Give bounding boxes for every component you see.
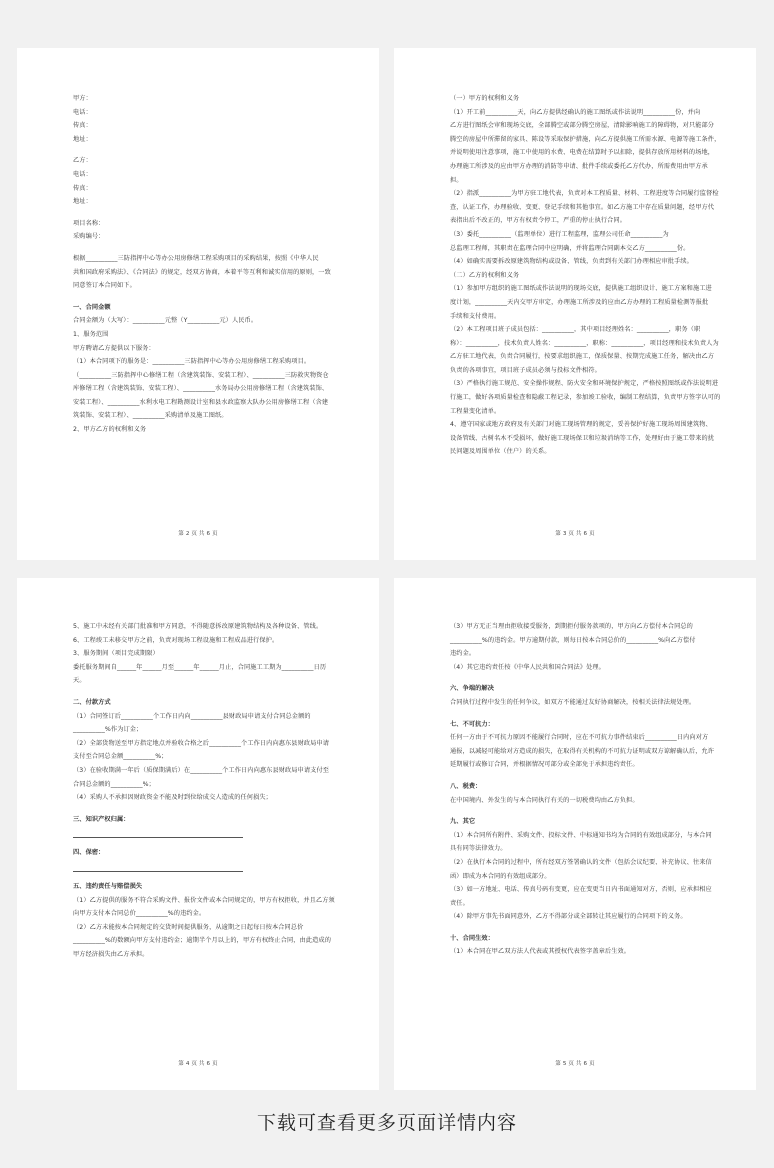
- text-line: 同意签订本合同如下。: [73, 282, 136, 290]
- text-line: 向甲方支付本合同总价__________%的违约金。: [73, 910, 206, 918]
- paragraph-gap: [73, 872, 345, 880]
- document-page-3: [394, 48, 756, 560]
- section-heading: 二、付款方式: [73, 698, 111, 706]
- text-line: 电话：: [73, 108, 92, 116]
- text-line: 乙方驻工地代表，负责合同履行，按要求组织施工，保质保量、按期完成施工任务，解决由乙方: [450, 353, 715, 361]
- download-banner-text[interactable]: 下载可查看更多页面详情内容: [256, 1112, 517, 1134]
- text-line: 担。: [450, 176, 463, 184]
- text-line: 4、遵守国家或地方政府及有关部门对施工现场管理的规定，妥善保护好施工现场周围建筑物、: [450, 421, 712, 429]
- text-line: （3）在验收期满一年后（质保期满后）在__________个工作日内向惠东县财政局申请支付至: [73, 766, 330, 774]
- text-line: 天。: [73, 677, 86, 685]
- text-line: 设备管线、古树名木不受损坏，做好施工现场保卫和垃圾消纳等工作，处理好由于施工带来的扰: [450, 434, 715, 442]
- paragraph-gap: [73, 146, 345, 154]
- text-line: 通报，以减轻可能给对方造成的损失，在取得有关机构的不可抗力证明或双方谅解确认后，允许: [450, 747, 715, 755]
- text-line: 在中国境内、外发生的与本合同执行有关的一切税费均由乙方负担。: [450, 796, 639, 804]
- text-line: 甲方经济损失由乙方承担。: [73, 950, 149, 958]
- page-footer: 第 5 页 共 6 页: [555, 1061, 595, 1068]
- document-page-4: [17, 578, 379, 1090]
- text-line: （3）严格执行施工规范、安全操作规程、防火安全和环境保护规定，严格按照图纸或作法说明进: [450, 380, 719, 388]
- text-line: 传真：: [73, 122, 92, 130]
- paragraph-gap: [73, 293, 345, 301]
- section-heading: 六、争端的解决: [450, 685, 495, 693]
- text-line: 3、服务期间（项目完成期限）: [73, 650, 159, 658]
- paragraph-gap: [73, 688, 345, 696]
- section-heading: 三、知识产权归属：: [73, 815, 130, 823]
- text-line: （2）全部货物送至甲方指定地点并验收合格之后__________个工作日内向惠东县财政局申请: [73, 739, 330, 747]
- text-line: （2）在执行本合同的过程中，所有经双方签署确认的文件（包括会议纪要、补充协议、往来信: [450, 858, 712, 866]
- text-line: 乙方进行图纸会审和现场交底，全部腾空或部分腾空房屋，清除影响施工的障碍物，对只能部分: [450, 122, 715, 130]
- section-heading: 十、合同生效：: [450, 934, 495, 942]
- text-line: （2）本工程项目班子成员包括：__________，其中项目经理姓名：__________，职务（职: [450, 326, 701, 334]
- text-line: 地址：: [73, 135, 92, 143]
- text-line: 筑装饰、安装工程）、__________采购清单及施工图纸。: [73, 412, 228, 420]
- page-footer: 第 3 页 共 6 页: [555, 531, 595, 538]
- text-line: 库修缮工程（含建筑装饰、安装工程）、__________水务局办公用房修缮工程（含建筑装饰、: [73, 385, 329, 393]
- blank-fill-line: [73, 828, 243, 838]
- text-line: 负责的各项事宜，项目班子成员必须与投标文件相符。: [450, 366, 601, 374]
- text-line: （1）开工前__________天，向乙方提供经确认的施工图纸或作法说明__________份，并向: [450, 108, 701, 116]
- paragraph-gap: [450, 807, 722, 815]
- section-heading: 七、不可抗力：: [450, 720, 495, 728]
- text-line: 工程量变化清单。: [450, 407, 501, 415]
- text-line: 具有同等法律效力。: [450, 845, 507, 853]
- text-line: （4）如确实需要拆改原建筑物结构或设备、管线，负责到有关部门办理相应审批手续。: [450, 258, 693, 266]
- text-line: 委托服务期间自______年______月至______年______月止，合同施工工期为__________日历: [73, 663, 327, 671]
- page-body: [73, 92, 345, 437]
- section-heading: 九、其它: [450, 818, 476, 826]
- text-line: 称）：__________，技术负责人姓名：__________，职称：__________，项目经理和技术负责人为: [450, 339, 719, 347]
- text-line: 采购编号：: [73, 233, 105, 241]
- page-footer: 第 2 页 共 6 页: [178, 531, 218, 538]
- paragraph-gap: [450, 710, 722, 718]
- text-line: 1、服务范围: [73, 330, 109, 338]
- document-page-2: [17, 48, 379, 560]
- text-line: 行施工，做好各项质量检查和隐蔽工程记录，参加竣工验收，编制工程结算，负责甲方签字认可的: [450, 394, 721, 402]
- text-line: 总监理工程师，其职责在监理合同中应明确，并将监理合同副本交乙方__________份。: [450, 244, 690, 252]
- text-line: 合同执行过程中发生的任何争议，如双方不能通过友好协商解决，按相关法律法规处理。: [450, 698, 696, 706]
- text-line: 腾空的房屋中所滞留的家具、陈设等采取保护措施，向乙方提供施工所需水源、电源等施工条件，: [450, 135, 721, 143]
- blank-fill-line: [73, 862, 243, 872]
- text-line: 办理施工所涉及的应由甲方办理的消防等申请、批件手续或委托乙方代办，所需费用由甲方承: [450, 162, 708, 170]
- paragraph-gap: [450, 924, 722, 932]
- text-line: 函）即成为本合同的有效组成部分。: [450, 872, 551, 880]
- page-body: [73, 620, 345, 961]
- text-line: 乙方：: [73, 157, 92, 165]
- section-heading: 四、保密：: [73, 849, 105, 857]
- text-line: 地址：: [73, 198, 92, 206]
- document-page-5: [394, 578, 756, 1090]
- text-line: （4）其它违约责任按《中华人民共和国合同法》处理。: [450, 663, 605, 671]
- text-line: 民问题及周围单位（住户）的关系。: [450, 448, 551, 456]
- text-line: （2）指派__________为甲方驻工地代表，负责对本工程质量、材料、工程进度等合同履行监督检: [450, 190, 719, 198]
- text-line: 延期履行或修订合同，并根据情况可部分或全部免于承担违约责任。: [450, 761, 639, 769]
- text-line: （1）乙方提供的服务不符合采购文件、报价文件或本合同规定的，甲方有权拒收，并且乙方须: [73, 896, 335, 904]
- text-line: 甲方：: [73, 95, 92, 102]
- section-heading: 一、合同金额: [73, 303, 111, 311]
- text-line: （__________三防指挥中心修缮工程（含建筑装饰、安装工程）、__________三防救灾物资仓: [73, 371, 329, 379]
- text-line: __________%的数额向甲方支付违约金；逾期半个月以上的，甲方有权终止合同，由此造成的: [73, 937, 331, 945]
- text-line: （二）乙方的权利和义务: [450, 271, 520, 279]
- text-line: （3）甲方无正当理由拒收接受服务，到期拒付服务款项的，甲方向乙方偿付本合同总的: [450, 623, 693, 630]
- section-heading: 八、税费：: [450, 782, 482, 790]
- text-line: __________%作为订金；: [73, 726, 143, 734]
- text-line: 安装工程）、__________水利水电工程勘测设计室和县水政监察大队办公用房修缮工程（含建: [73, 398, 329, 406]
- text-line: 根据__________三防指挥中心等办公用房修缮工程采购项目的采购结果，按照《中华人民: [73, 254, 319, 262]
- paragraph-gap: [73, 805, 345, 813]
- text-line: 支付至合同总金额__________%；: [73, 753, 168, 761]
- text-line: 2、甲方乙方的权利和义务: [73, 426, 147, 434]
- paragraph-gap: [450, 674, 722, 682]
- text-line: （1）参加甲方组织的施工图纸或作法说明的现场交底，提供施工组织设计、施工方案和施工进: [450, 285, 712, 293]
- text-line: 甲方聘请乙方提供以下服务：: [73, 344, 155, 352]
- text-line: （4）除甲方事先书面同意外，乙方不得部分或全部转让其应履行的合同项下的义务。: [450, 913, 687, 921]
- text-line: （1）本合同项下的服务是：__________三防指挥中心等办公用房修缮工程采购项目。: [73, 358, 311, 366]
- text-line: 合同总金额的__________%；: [73, 780, 155, 788]
- text-line: （1）本合同在甲乙双方法人代表或其授权代表签字盖章后生效。: [450, 948, 631, 956]
- text-line: 合同金额为（大写）：__________元整（Y__________元）人民币。: [73, 317, 258, 325]
- page-body: [450, 620, 722, 959]
- text-line: 任何一方由于不可抗力原因不能履行合同时，应在不可抗力事件结束后__________日内向对方: [450, 734, 709, 742]
- text-line: （1）本合同所有附件、采购文件、投标文件、中标通知书均为合同的有效组成部分，与本合同: [450, 831, 712, 839]
- page-body: [450, 92, 722, 459]
- text-line: 项目名称：: [73, 219, 105, 227]
- paragraph-gap: [73, 244, 345, 252]
- text-line: 违约金。: [450, 650, 476, 658]
- text-line: 并说明使用注意事项，施工中使用的水费、电费在结算时予以扣除，提供存放所用材料的场地，: [450, 149, 715, 157]
- paragraph-gap: [73, 838, 345, 846]
- text-line: 表指出后不改正的，甲方有权责令停工，严重的停止执行合同。: [450, 217, 627, 225]
- text-line: 5、施工中未经有关部门批准和甲方同意，不得随意拆改原建筑物结构及各种设备、管线。: [73, 623, 323, 630]
- text-line: 6、工程竣工未移交甲方之前，负责对现场工程设施和工程成品进行保护。: [73, 636, 279, 644]
- text-line: 电话：: [73, 170, 92, 178]
- page-footer: 第 4 页 共 6 页: [178, 1061, 218, 1068]
- text-line: （3）如一方地址、电话、传真号码有变更，应在变更当日内书面通知对方，否则，应承担相应: [450, 886, 712, 894]
- text-line: 传真：: [73, 184, 92, 192]
- text-line: 查，认证工作，办理验收、变更、登记手续和其他事宜。如乙方施工中存在质量问题，经甲方代: [450, 203, 715, 211]
- text-line: 责任。: [450, 899, 469, 907]
- text-line: （2）乙方未能按本合同规定的交货时间提供服务，从逾期之日起每日按本合同总价: [73, 923, 304, 931]
- text-line: （一）甲方的权利和义务: [450, 95, 520, 102]
- paragraph-gap: [73, 209, 345, 217]
- text-line: （4）采购人不承担因财政资金不能及时到位给成交人造成的任何损失；: [73, 794, 272, 802]
- text-line: __________%的违约金。甲方逾期付款，则每日按本合同总价的__________%向乙方偿付: [450, 636, 696, 644]
- text-line: 度计划，__________天内交甲方审定，办理施工所涉及的应由乙方办理的工程质量检测等报批: [450, 298, 709, 306]
- text-line: （3）委托__________（监理单位）进行工程监理，监理公司任命__________为: [450, 230, 669, 238]
- text-line: 共和国政府采购法》、《合同法》的规定，经双方协商，本着平等互利和诚实信用的原则，一致: [73, 268, 331, 276]
- text-line: 手续和支付费用。: [450, 312, 501, 320]
- section-heading: 五、违约责任与赔偿损失: [73, 882, 143, 890]
- text-line: （1）合同签订后__________个工作日内向__________县财政局申请支付合同总金额的: [73, 712, 311, 720]
- paragraph-gap: [450, 772, 722, 780]
